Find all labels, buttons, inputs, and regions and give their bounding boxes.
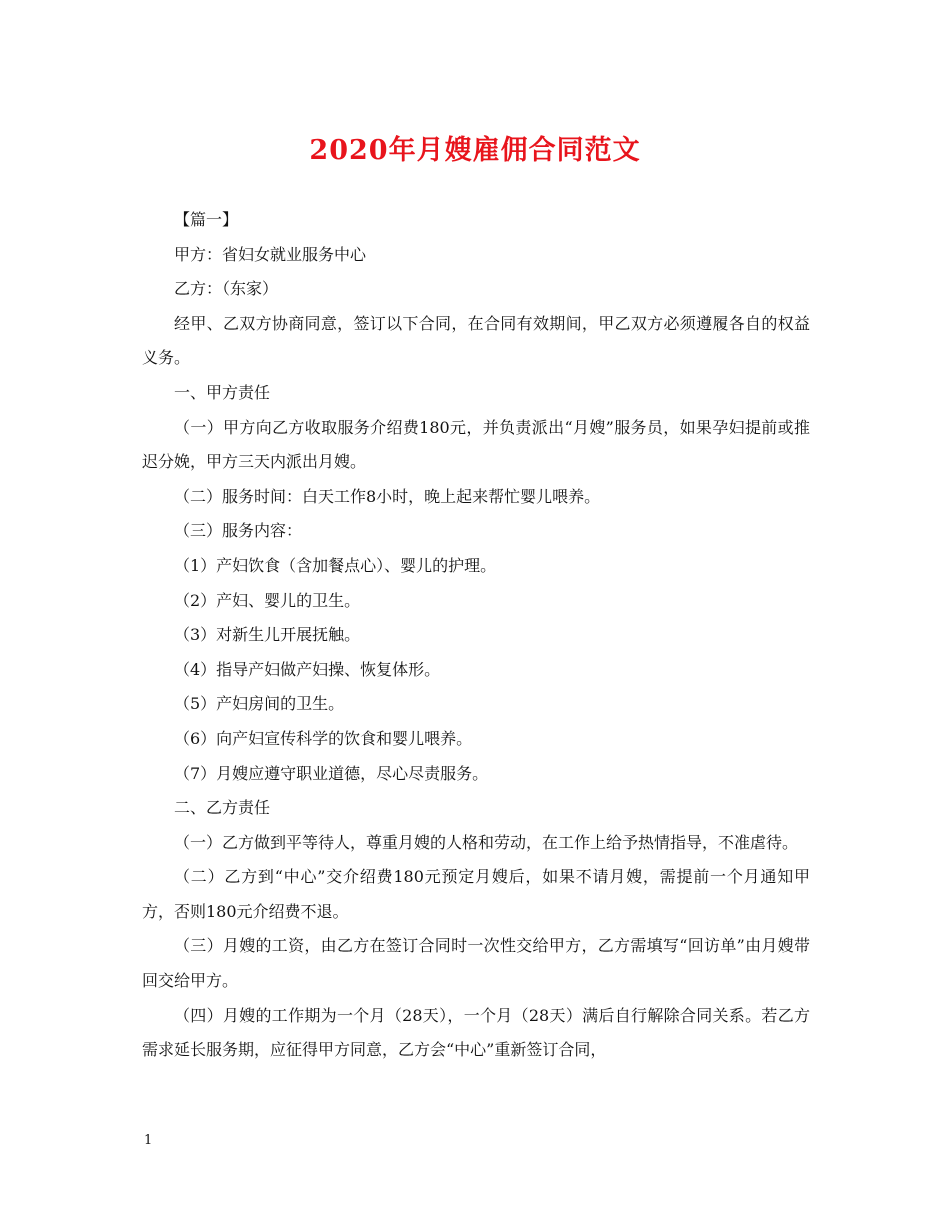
service-item-7: （7）月嫂应遵守职业道德，尽心尽责服务。	[174, 763, 489, 783]
party-b-duty-3: （三）月嫂的工资，由乙方在签订合同时一次性交给甲方，乙方需填写“回访单”由月嫂带回交给甲方。	[142, 936, 810, 991]
party-b-duties-heading: 二、乙方责任	[174, 798, 271, 818]
party-a-duty-2: （二）服务时间：白天工作8小时，晚上起来帮忙婴儿喂养。	[174, 486, 601, 506]
service-item-2: （2）产妇、婴儿的卫生。	[174, 590, 361, 610]
party-a-duty-1: （一）甲方向乙方收取服务介绍费180元，并负责派出“月嫂”服务员，如果孕妇提前或推迟分娩，甲方三天内派出月嫂。	[142, 417, 810, 472]
document-body	[142, 203, 810, 1068]
party-a-duty-3: （三）服务内容：	[174, 521, 303, 541]
section-heading: 【篇一】	[174, 210, 239, 229]
contract-preamble: 经甲、乙双方协商同意，签订以下合同，在合同有效期间，甲乙双方必须遵履各自的权益义务。	[142, 313, 810, 368]
service-item-1: （1）产妇饮食（含加餐点心）、婴儿的护理。	[174, 555, 497, 575]
service-item-4: （4）指导产妇做产妇操、恢复体形。	[174, 659, 441, 679]
service-item-5: （5）产妇房间的卫生。	[174, 694, 345, 714]
party-b-duty-1: （一）乙方做到平等待人，尊重月嫂的人格和劳动，在工作上给予热情指导，不准虐待。	[174, 832, 799, 852]
party-b-duty-2: （二）乙方到“中心”交介绍费180元预定月嫂后，如果不请月嫂，需提前一个月通知甲方，否则180元介绍费不退。	[142, 867, 810, 921]
party-b-line: 乙方：（东家）	[174, 279, 279, 299]
party-b-duty-4: （四）月嫂的工作期为一个月（28天），一个月（28天）满后自行解除合同关系。若乙方需求延长服务期，应征得甲方同意，乙方会“中心”重新签订合同，	[142, 1005, 810, 1060]
party-a-duties-heading: 一、甲方责任	[174, 382, 271, 402]
party-a-line: 甲方：省妇女就业服务中心	[174, 244, 367, 264]
page-number: 1	[144, 1133, 153, 1148]
service-item-3: （3）对新生儿开展抚触。	[174, 625, 361, 645]
document-title: 2020年月嫂雇佣合同范文	[309, 135, 641, 166]
service-item-6: （6）向产妇宣传科学的饮食和婴儿喂养。	[174, 728, 473, 748]
